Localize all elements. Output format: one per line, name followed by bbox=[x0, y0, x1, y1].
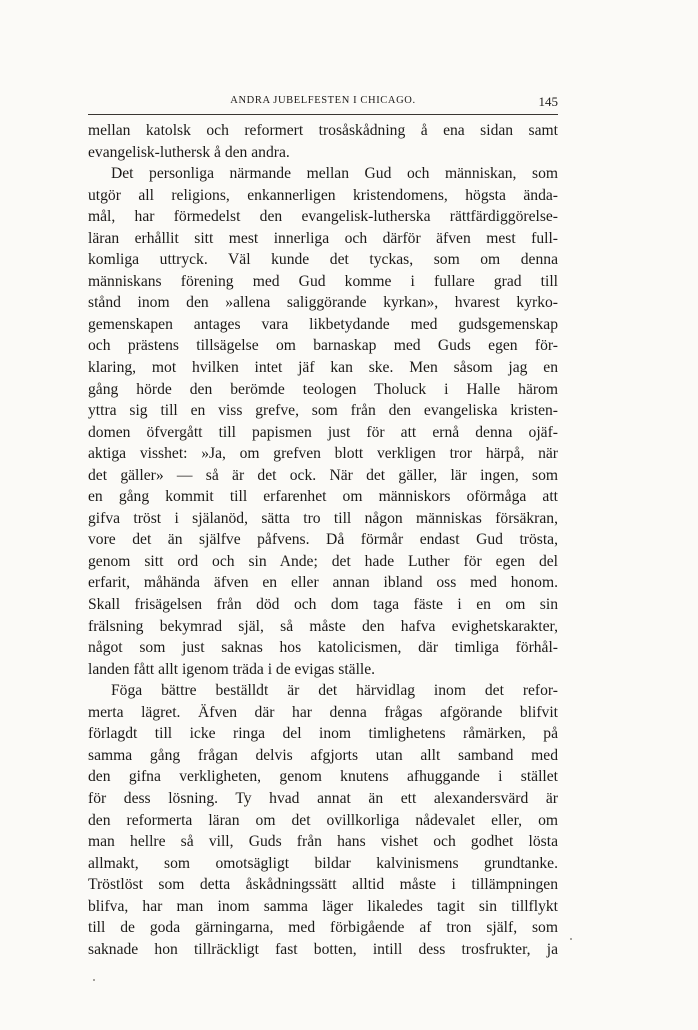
text-line: evangelisk-luthersk å den andra. bbox=[88, 143, 290, 161]
text-line: utgör all religions, enkannerligen kristendomens, högsta ända- bbox=[88, 186, 558, 204]
text-line: komliga uttryck. Väl kunde det tyckas, som om denna bbox=[88, 251, 558, 269]
running-title: ANDRA JUBELFESTEN I CHICAGO. bbox=[230, 95, 416, 106]
text-line: vore det än själfve påfvens. Då förmår endast Gud trösta, bbox=[88, 531, 558, 549]
text-line: till de goda gärningarna, med förbigående af tron själf, som bbox=[88, 919, 558, 937]
paper-speck bbox=[93, 979, 95, 981]
text-line: frälsning bekymrad själ, så måste den hafva evighetskarakter, bbox=[88, 617, 558, 635]
text-line: gång hörde den berömde teologen Tholuck i Halle härom bbox=[88, 380, 558, 398]
text-line: mål, har förmedelst den evangelisk-lutherska rättfärdiggörelse- bbox=[88, 208, 558, 226]
running-header bbox=[88, 95, 558, 113]
body-text bbox=[88, 120, 558, 960]
text-line: allmakt, som omotsägligt bildar kalvinismens grundtanke. bbox=[88, 854, 558, 872]
text-line: gifva tröst i själanöd, sätta tro till någon människas försäkran, bbox=[88, 509, 558, 527]
paragraph-first-line: Det personliga närmande mellan Gud och människan, som bbox=[111, 165, 558, 183]
text-line: saknade hon tillräckligt fast botten, intill dess trosfrukter, ja bbox=[88, 940, 558, 958]
text-line: merta lägret. Äfven där har denna frågas afgörande blifvit bbox=[88, 703, 558, 721]
text-line: för dess lösning. Ty hvad annat än ett alexandersvärd är bbox=[88, 789, 558, 807]
text-line: klaring, mot hvilken intet jäf kan ske. Men såsom jag en bbox=[88, 359, 558, 377]
text-line: domen öfvergått till papismen just för att ernå denna ojäf- bbox=[88, 423, 558, 441]
text-line: det gäller» — så är det ock. När det gäller, lär ingen, som bbox=[88, 466, 558, 484]
text-line: man hellre så vill, Guds från hans vishet och godhet lösta bbox=[88, 833, 558, 851]
paragraph-first-line: Föga bättre beställdt är det härvidlag inom det refor- bbox=[111, 682, 558, 700]
text-line: blifva, har man inom samma läger likaledes tagit sin tillflykt bbox=[88, 897, 558, 915]
text-line: människans förening med Gud komme i fullare grad till bbox=[88, 272, 558, 290]
text-line: yttra sig till en viss grefve, som från den evangeliska kristen- bbox=[88, 402, 558, 420]
text-line: Skall frisägelsen från död och dom taga fäste i en om sin bbox=[88, 596, 558, 614]
text-line: något som just saknas hos katolicismen, där timliga förhål- bbox=[88, 639, 558, 657]
text-line: erfarit, måhända äfven en eller annan ibland oss med honom. bbox=[88, 574, 558, 592]
text-line: genom sitt ord och sin Ande; det hade Luther för egen del bbox=[88, 552, 558, 570]
text-line: landen fått allt igenom träda i de evigas ställe. bbox=[88, 660, 376, 678]
text-line: mellan katolsk och reformert trosåskådning å ena sidan samt bbox=[88, 122, 558, 139]
text-line: gemenskapen antages vara likbetydande med gudsgemenskap bbox=[88, 315, 558, 333]
text-line: en gång kommit till erfarenhet om människors oförmåga att bbox=[88, 488, 558, 506]
text-line: aktiga visshet: »Ja, om grefven blott verkligen tror härpå, när bbox=[88, 445, 558, 463]
text-line: och prästens tillsägelse om barnaskap med Guds egen för- bbox=[88, 337, 558, 355]
text-line: förlagdt till icke ringa del inom timlighetens råmärken, på bbox=[88, 725, 558, 743]
text-line: läran erhållit sitt mest innerliga och därför äfven mest full- bbox=[88, 229, 558, 247]
text-line: samma gång frågan delvis afgjorts utan allt samband med bbox=[88, 746, 558, 764]
text-line: den reformerta läran om det ovillkorliga nådevalet eller, om bbox=[88, 811, 558, 829]
header-rule bbox=[88, 114, 558, 115]
paper-speck bbox=[570, 938, 572, 940]
text-line: den gifna verkligheten, genom knutens afhuggande i stället bbox=[88, 768, 558, 786]
page-number: 145 bbox=[538, 94, 558, 109]
text-line: stånd inom den »allena saliggörande kyrkan», hvarest kyrko- bbox=[88, 294, 558, 312]
text-line: Tröstlöst som detta åskådningssätt alltid måste i tillämpningen bbox=[88, 876, 558, 894]
